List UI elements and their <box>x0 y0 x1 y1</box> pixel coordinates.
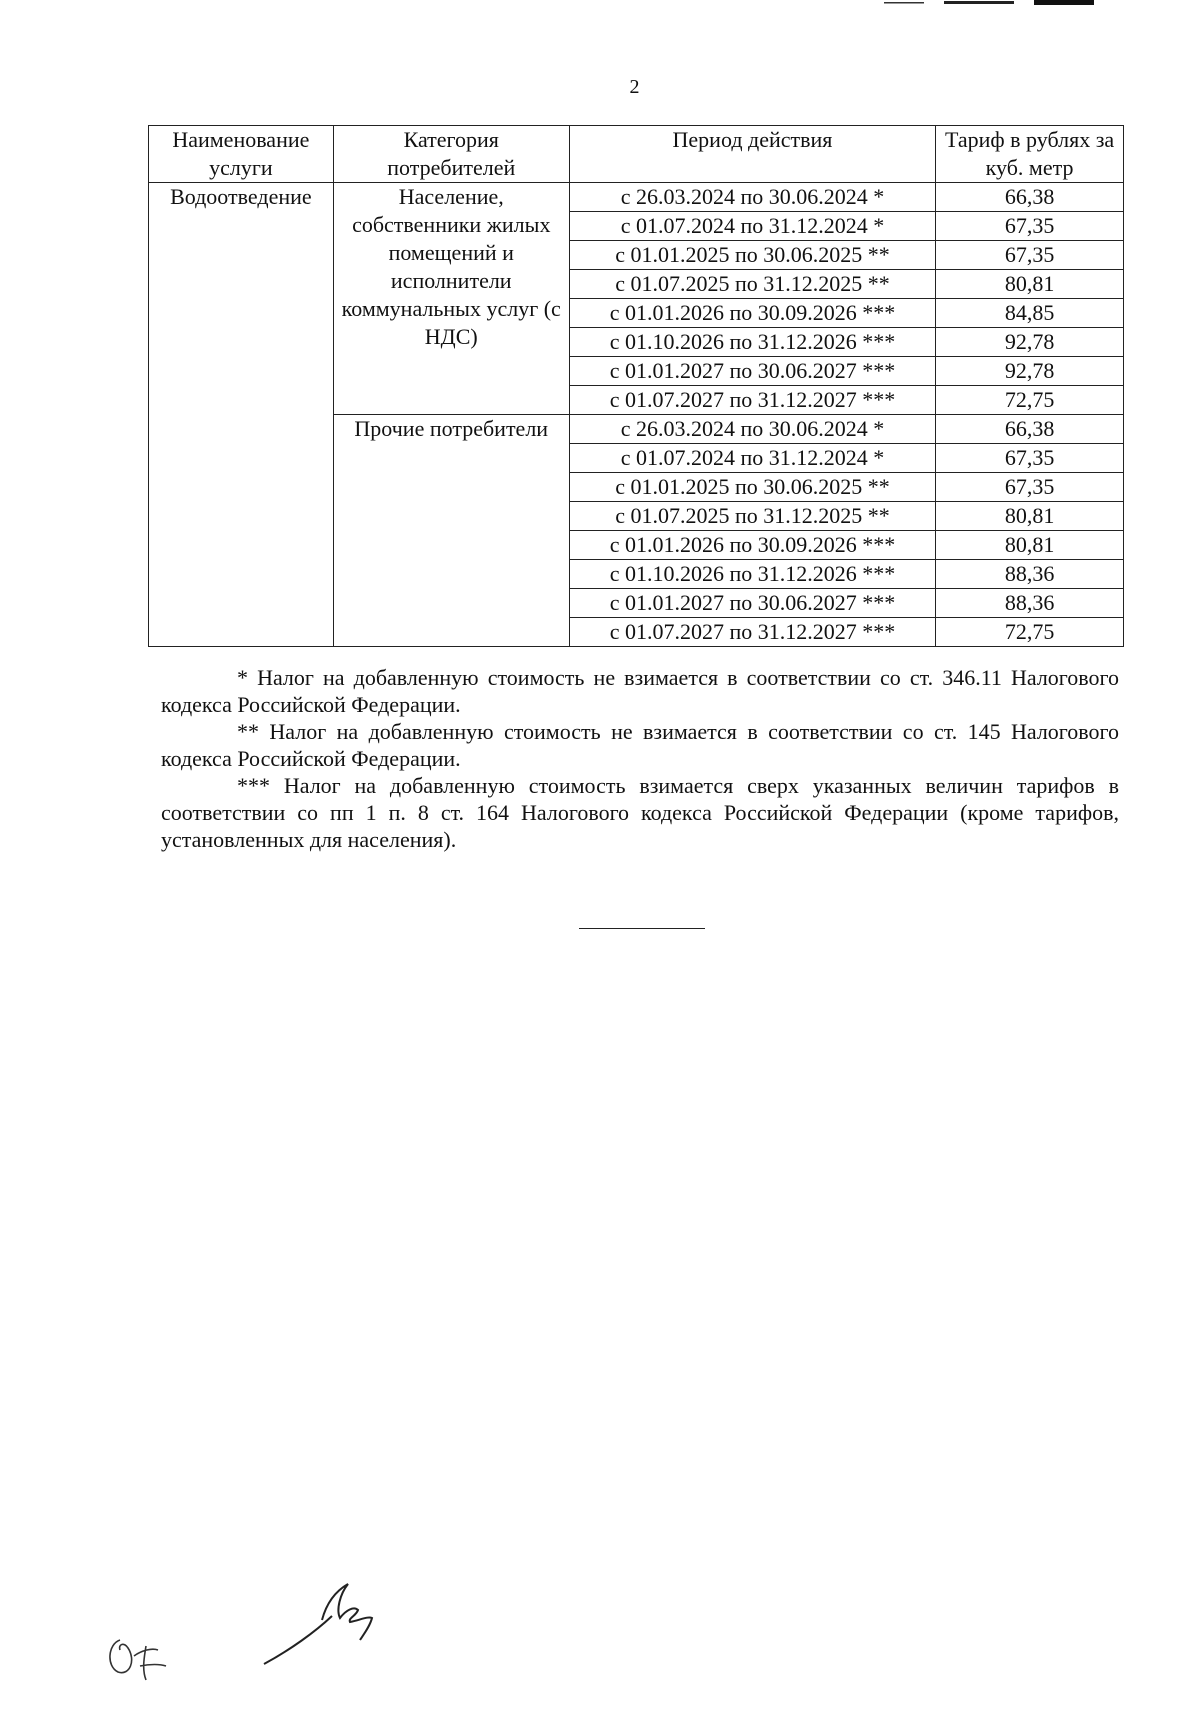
period-cell: с 01.01.2025 по 30.06.2025 ** <box>569 241 935 270</box>
period-cell: с 26.03.2024 по 30.06.2024 * <box>569 415 935 444</box>
tariff-cell: 72,75 <box>936 386 1124 415</box>
footnote-single-star: * Налог на добавленную стоимость не взимается в соответствии со ст. 346.11 Налогового кодекса Российской Федерации. <box>161 665 1119 717</box>
tariff-cell: 88,36 <box>936 560 1124 589</box>
tariff-cell: 92,78 <box>936 357 1124 386</box>
period-cell: с 01.01.2026 по 30.09.2026 *** <box>569 531 935 560</box>
tariff-cell: 84,85 <box>936 299 1124 328</box>
page-number: 2 <box>629 76 640 98</box>
tariff-cell: 92,78 <box>936 328 1124 357</box>
period-cell: с 01.07.2027 по 31.12.2027 *** <box>569 386 935 415</box>
category-other: Прочие потребители <box>333 415 569 647</box>
tariff-cell: 80,81 <box>936 270 1124 299</box>
footnotes <box>161 664 1119 853</box>
tariff-cell: 67,35 <box>936 241 1124 270</box>
tariff-cell: 88,36 <box>936 589 1124 618</box>
tariff-table <box>148 125 1124 647</box>
header-service: Наименование услуги <box>149 126 334 183</box>
tariff-cell: 67,35 <box>936 444 1124 473</box>
table-header-row <box>149 126 1124 183</box>
end-of-document-rule <box>579 928 705 929</box>
period-cell: с 01.07.2025 по 31.12.2025 ** <box>569 502 935 531</box>
tariff-cell: 80,81 <box>936 502 1124 531</box>
tariff-cell: 66,38 <box>936 415 1124 444</box>
footnote-double-star: ** Налог на добавленную стоимость не взимается в соответствии со ст. 145 Налогового кодекса Российской Федерации. <box>161 719 1119 771</box>
header-category: Категория потребителей <box>333 126 569 183</box>
period-cell: с 01.01.2025 по 30.06.2025 ** <box>569 473 935 502</box>
scan-artifact-mark <box>884 0 1104 6</box>
handwritten-initials <box>100 1630 180 1690</box>
period-cell: с 01.01.2026 по 30.09.2026 *** <box>569 299 935 328</box>
tariff-cell: 67,35 <box>936 212 1124 241</box>
header-tariff: Тариф в рублях за куб. метр <box>936 126 1124 183</box>
period-cell: с 01.10.2026 по 31.12.2026 *** <box>569 560 935 589</box>
period-cell: с 01.01.2027 по 30.06.2027 *** <box>569 589 935 618</box>
period-cell: с 01.07.2027 по 31.12.2027 *** <box>569 618 935 647</box>
footnote-triple-star: *** Налог на добавленную стоимость взимается сверх указанных величин тарифов в соответствии со пп 1 п. 8 ст. 164 Налогового кодекса Российской Федерации (кроме тарифов, установленных для населения). <box>161 773 1119 852</box>
handwritten-signature <box>260 1580 400 1670</box>
period-cell: с 01.10.2026 по 31.12.2026 *** <box>569 328 935 357</box>
period-cell: с 01.07.2025 по 31.12.2025 ** <box>569 270 935 299</box>
table-row <box>149 183 1124 212</box>
period-cell: с 26.03.2024 по 30.06.2024 * <box>569 183 935 212</box>
tariff-cell: 66,38 <box>936 183 1124 212</box>
period-cell: с 01.01.2027 по 30.06.2027 *** <box>569 357 935 386</box>
category-population: Население, собственники жилых помещений и исполнители коммунальных услуг (с НДС) <box>333 183 569 415</box>
period-cell: с 01.07.2024 по 31.12.2024 * <box>569 212 935 241</box>
service-name: Водоотведение <box>149 183 334 647</box>
tariff-cell: 80,81 <box>936 531 1124 560</box>
header-period: Период действия <box>569 126 935 183</box>
tariff-cell: 72,75 <box>936 618 1124 647</box>
period-cell: с 01.07.2024 по 31.12.2024 * <box>569 444 935 473</box>
tariff-cell: 67,35 <box>936 473 1124 502</box>
